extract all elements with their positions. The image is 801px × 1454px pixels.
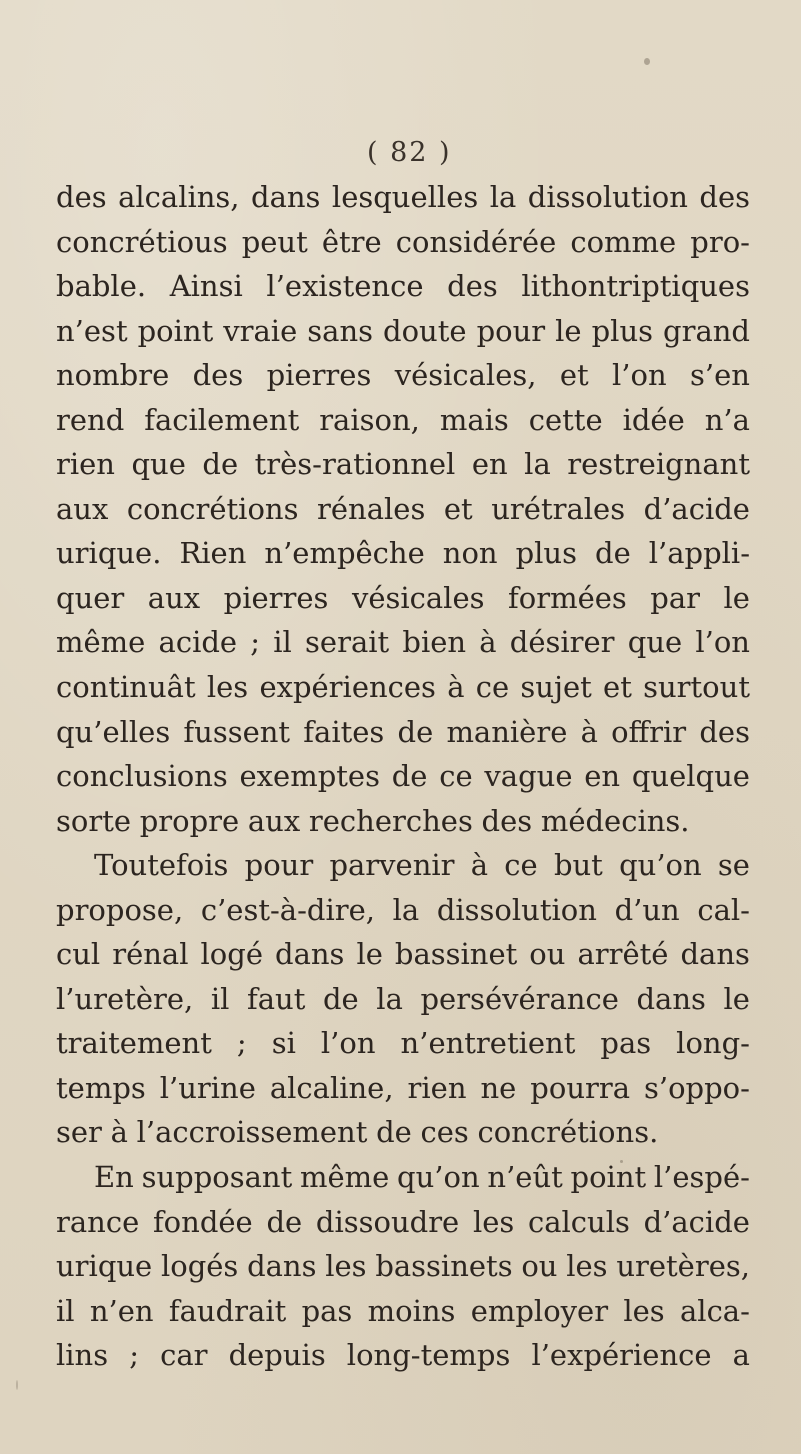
paper-speck	[16, 1380, 18, 1390]
page-number: ( 82 )	[367, 137, 452, 168]
text-line: urique logés dans les bassinets ou les uretères,	[56, 1249, 750, 1284]
text-line: Toutefois pour parvenir à ce but qu’on se	[94, 848, 750, 883]
text-line: urique. Rien n’empêche non plus de l’appli-	[56, 536, 750, 571]
text-line: nombre des pierres vésicales, et l’on s’en	[56, 358, 750, 393]
text-line: continuât les expériences à ce sujet et surtout	[56, 670, 750, 705]
text-line: cul rénal logé dans le bassinet ou arrêté dans	[56, 937, 750, 972]
text-line: En supposant même qu’on n’eût point l’espé-	[94, 1160, 750, 1195]
text-line: n’est point vraie sans doute pour le plus grand	[56, 313, 750, 348]
text-line: ser à l’accroissement de ces concrétions.	[56, 1115, 659, 1150]
text-line: conclusions exemptes de ce vague en quelque	[56, 759, 750, 794]
text-line: qu’elles fussent faites de manière à offrir des	[56, 714, 750, 749]
text-line: l’uretère, il faut de la persévérance dans le	[56, 981, 750, 1016]
text-line: bable. Ainsi l’existence des lithontriptiques	[56, 269, 750, 304]
body-text	[56, 175, 750, 1378]
paper-speck	[644, 58, 650, 65]
text-line: lins ; car depuis long-temps l’expérience a	[56, 1338, 750, 1373]
text-line: rance fondée de dissoudre les calculs d’acide	[56, 1204, 750, 1239]
text-line: des alcalins, dans lesquelles la dissolution des	[56, 180, 750, 214]
text-line: rend facilement raison, mais cette idée n’a	[56, 402, 750, 437]
text-line: il n’en faudrait pas moins employer les alca-	[56, 1293, 750, 1328]
text-line: traitement ; si l’on n’entretient pas long-	[56, 1026, 750, 1061]
text-line: sorte propre aux recherches des médecins.	[56, 803, 690, 838]
text-line: rien que de très-rationnel en la restreignant	[56, 447, 750, 482]
text-line: concrétious peut être considérée comme pro-	[56, 224, 750, 259]
text-line: aux concrétions rénales et urétrales d’acide	[56, 491, 750, 526]
text-line: même acide ; il serait bien à désirer que l’on	[56, 625, 750, 660]
text-line: quer aux pierres vésicales formées par le	[56, 580, 750, 615]
text-line: temps l’urine alcaline, rien ne pourra s’oppo-	[56, 1070, 750, 1105]
text-line: propose, c’est-à-dire, la dissolution d’un cal-	[56, 892, 750, 927]
